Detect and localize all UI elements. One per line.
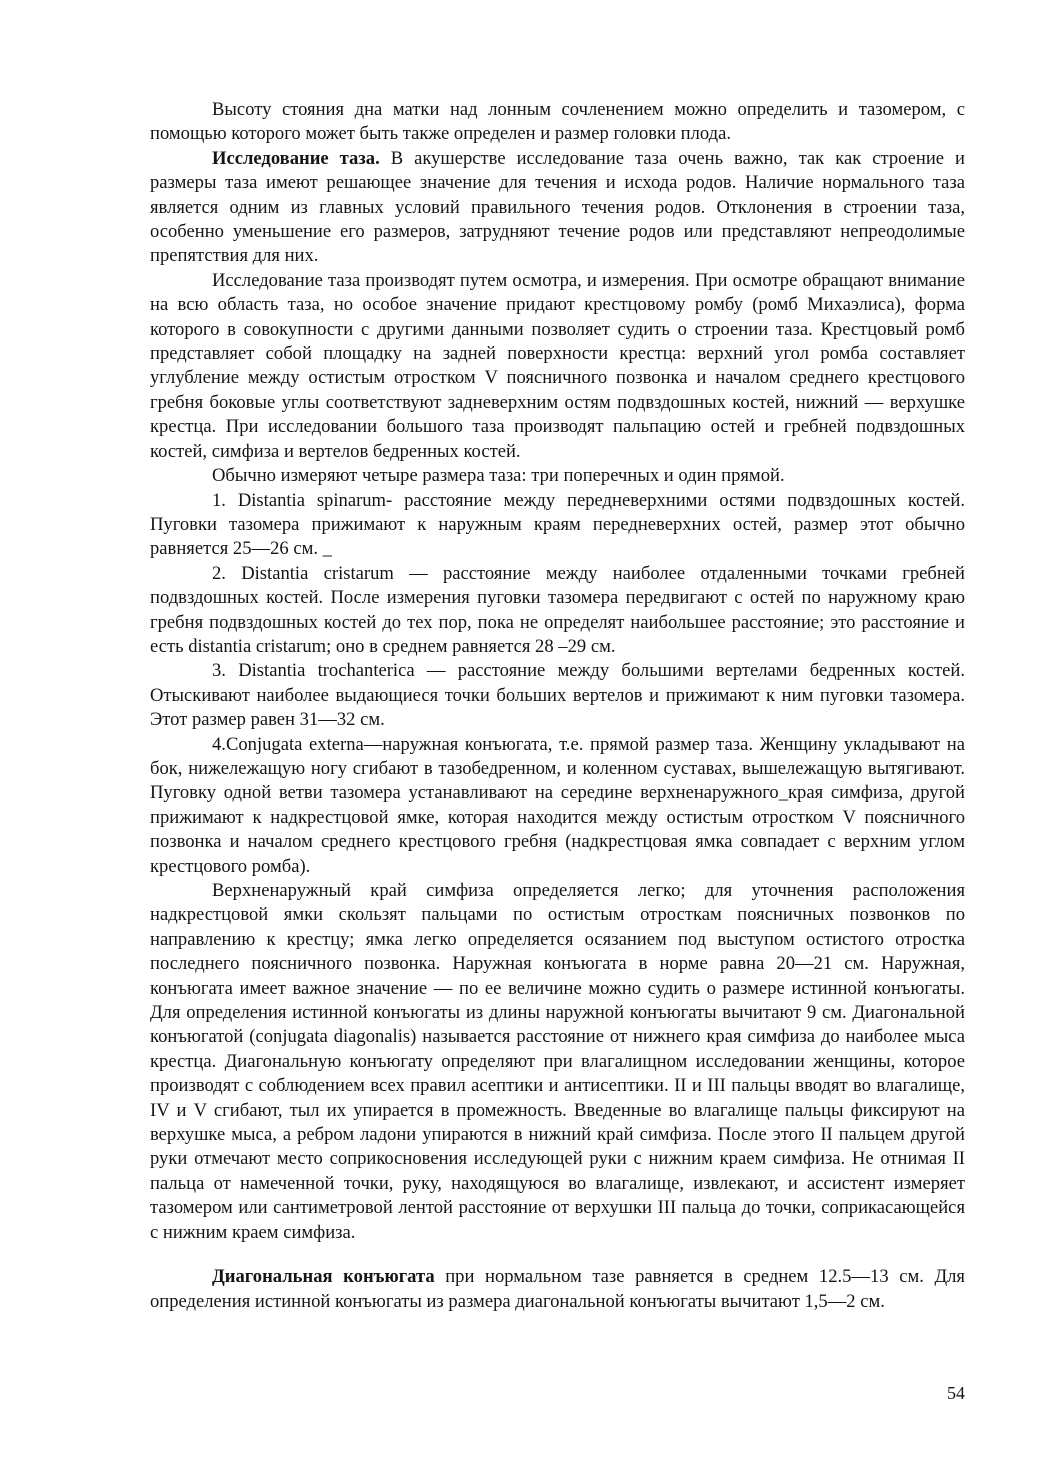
paragraph-text: 4.Conjugata externa—наружная конъюгата, т.е. прямой размер таза. Женщину укладывают на бок, нижележащую ногу сгибают в тазобедренном, и коленном суставах, вышележащую вытягивают. Пуговку одной ветви тазомера устанавливают на середине верхненаружного_края симфиза, другой прижимают к надкрестцовой ямке, которая находится между остистым отростком V поясничного позвонка и началом среднего крестцового гребня (надкрестцовая ямка совпадает с верхним углом крестцового ромба).	[150, 733, 965, 877]
paragraph-distantia-cristarum	[150, 562, 965, 660]
paragraph-bold: Диагональная конъюгата	[212, 1266, 435, 1288]
paragraph-text: Обычно измеряют четыре размера таза: три поперечных и один прямой.	[212, 465, 785, 487]
paragraph-fundus-height	[150, 98, 965, 147]
paragraph-text: В акушерстве исследование таза очень важно, так как строение и размеры таза имеют решающее значение для течения и исхода родов. Наличие нормального таза является одним из главных условий правильного течения родов. Отклонения в строении таза, особенно уменьшение его размеров, затрудняют течение родов или представляют непреодолимые препятствия для них.	[150, 147, 965, 267]
paragraph-bold: Исследование таза.	[212, 147, 380, 169]
paragraph-distantia-trochanterica	[150, 659, 965, 732]
paragraph-text: 2. Distantia cristarum — расстояние между наиболее отдаленными точками гребней подвздошных костей. После измерения пуговки тазомера передвигают с остей по наружному краю гребня подвздошных костей до тех пор, пока не определят наибольшее расстояние; это расстояние и есть distantia cristarum; оно в среднем равняется 28 –29 см.	[150, 562, 965, 657]
paragraph-four-sizes	[150, 464, 965, 488]
paragraph-diagonal-conjugate	[150, 1265, 965, 1314]
paragraph-pelvis-examination	[150, 147, 965, 269]
paragraph-text: Высоту стояния дна матки над лонным сочленением можно определить и тазомером, с помощью которого может быть также определен и размер головки плода.	[150, 99, 965, 145]
paragraph-michaelis-rhombus	[150, 269, 965, 464]
paragraph-text: 3. Distantia trochanterica — расстояние между большими вертелами бедренных костей. Отыскивают наиболее выдающиеся точки больших вертелов и прижимают к ним пуговки тазомера. Этот размер равен 31—32 см.	[150, 660, 965, 731]
paragraph-text: при нормальном тазе равняется в среднем 12.5—13 см. Для определения истинной конъюгаты из размера диагональной конъюгаты вычитают 1,5—2 см.	[150, 1266, 965, 1312]
paragraph-text: Верхненаружный край симфиза определяется легко; для уточнения расположения надкрестцовой ямки скользят пальцами по остистым отросткам поясничных позвонков по направлению к крестцу; ямка легко определяется осязанием под выступом остистого отростка последнего поясничного позвонка. Наружная конъюгата в норме равна 20—21 см. Наружная, конъюгата имеет важное значение — по ее величине можно судить о размере истинной конъюгаты. Для определения истинной конъюгаты из длины наружной конъюгаты вычитают 9 см. Диагональной конъюгатой (conjugata diagonalis) называется расстояние от нижнего края симфиза до наиболее мыса крестца. Диагональную конъюгату определяют при влагалищном исследовании женщины, которое производят с соблюдением всех правил асептики и антисептики. II и III пальцы вводят во влагалище, IV и V сгибают, тыл их упирается в промежность. Введенные во влагалище пальцы фиксируют на верхушке мыса, а ребром ладони упираются в нижний край симфиза. После этого II пальцем другой руки отмечают место соприкосновения исследующей руки с нижним краем симфиза. Не отнимая II пальца от намеченной точки, руку, находящуюся во влагалище, извлекают, и ассистент измеряет тазомером или сантиметровой лентой расстояние от верхушки III пальца до точки, соприкасающейся с нижним краем симфиза.	[150, 880, 965, 1243]
page-body	[150, 98, 965, 1314]
paragraph-distantia-spinarum	[150, 489, 965, 562]
paragraph-symphysis-edge	[150, 879, 965, 1245]
paragraph-text: 1. Distantia spinarum- расстояние между передневерхними остями подвздошных костей. Пуговки тазомера прижимают к наружным краям передневерхних остей, размер этот обычно равняется 25—26 см. _	[150, 489, 965, 560]
paragraph-text: Исследование таза производят путем осмотра, и измерения. При осмотре обращают внимание на всю область таза, но особое значение придают крестцовому ромбу (ромб Михаэлиса), форма которого в совокупности с другими данными позволяет судить о строении таза. Крестцовый ромб представляет собой площадку на задней поверхности крестца: верхний угол ромба составляет углубление между остистым отростком V поясничного позвонка и началом среднего крестцового гребня боковые углы соответствуют задневерхним остям подвздошных костей, нижний — верхушке крестца. При исследовании большого таза производят пальпацию остей и гребней подвздошных костей, симфиза и вертелов бедренных костей.	[150, 269, 965, 462]
page-number: 54	[947, 1383, 965, 1403]
paragraph-conjugata-externa	[150, 733, 965, 879]
